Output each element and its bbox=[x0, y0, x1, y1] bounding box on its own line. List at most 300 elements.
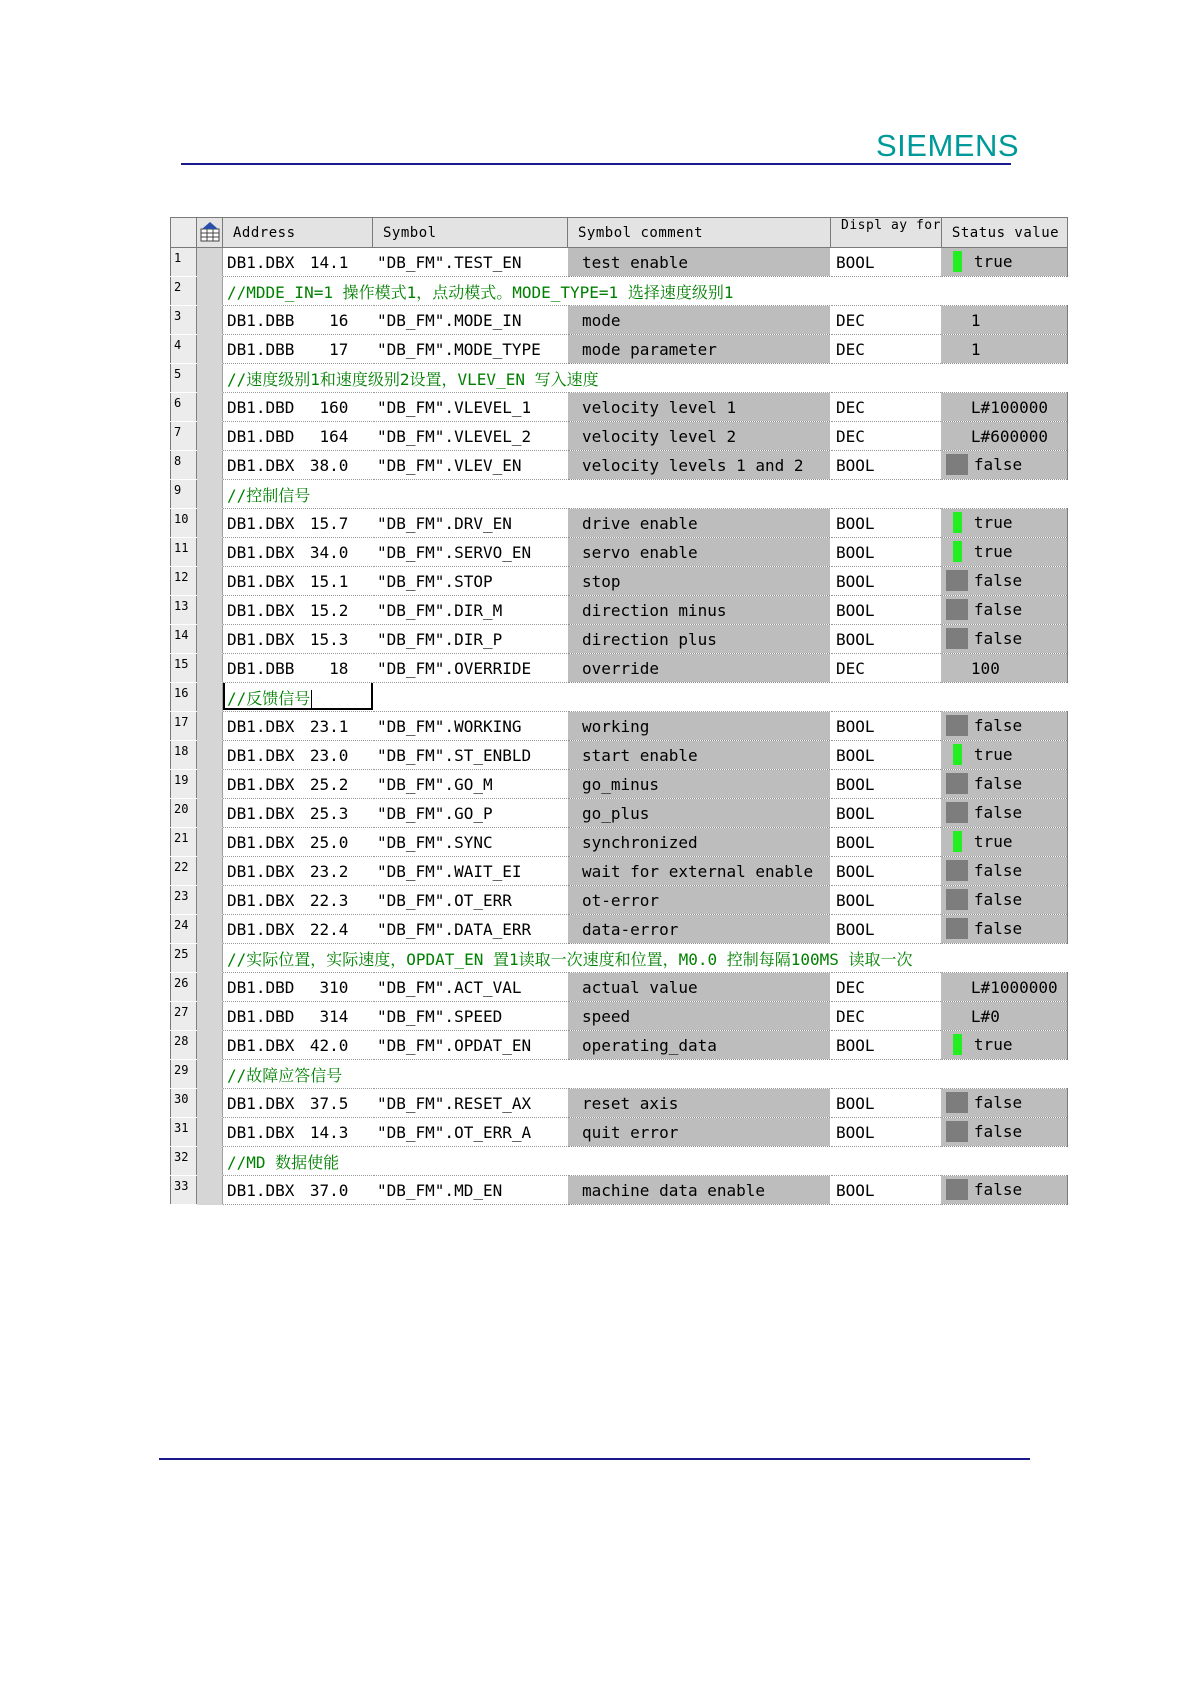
row-marker bbox=[197, 451, 223, 480]
status-value-cell bbox=[941, 1002, 1067, 1031]
status-off-icon bbox=[946, 1121, 968, 1142]
address-area: DB1.DBX bbox=[227, 600, 295, 620]
comment-cell[interactable] bbox=[223, 1147, 1068, 1176]
comment-cell[interactable] bbox=[223, 1060, 1068, 1089]
display-format-cell[interactable]: BOOL bbox=[831, 1031, 942, 1060]
row-number[interactable]: 6 bbox=[171, 393, 197, 422]
symbol-cell[interactable]: "DB_FM".OVERRIDE bbox=[373, 654, 568, 683]
address-area: DB1.DBX bbox=[227, 1122, 295, 1142]
symbol-cell[interactable]: "DB_FM".WAIT_EI bbox=[373, 857, 568, 886]
table-row[interactable] bbox=[171, 625, 1068, 654]
comment-row[interactable] bbox=[171, 1147, 1068, 1176]
row-number-header bbox=[171, 218, 197, 248]
symbol-comment-cell: servo enable bbox=[568, 538, 831, 567]
status-value-cell bbox=[941, 1089, 1067, 1118]
row-number[interactable]: 16 bbox=[171, 683, 197, 712]
address-cell[interactable] bbox=[223, 335, 373, 364]
symbol-cell[interactable]: "DB_FM".SPEED bbox=[373, 1002, 568, 1031]
comment-text: //控制信号 bbox=[227, 485, 311, 505]
table-row[interactable] bbox=[171, 422, 1068, 451]
address-cell[interactable] bbox=[223, 857, 373, 886]
status-value-cell bbox=[941, 1118, 1067, 1147]
row-marker bbox=[197, 799, 223, 828]
table-row[interactable] bbox=[171, 857, 1068, 886]
row-marker bbox=[197, 944, 223, 973]
address-area: DB1.DBX bbox=[227, 513, 295, 533]
row-number[interactable]: 5 bbox=[171, 364, 197, 393]
symbol-comment-cell: speed bbox=[568, 1002, 831, 1031]
address-cell[interactable] bbox=[223, 1002, 373, 1031]
table-row[interactable] bbox=[171, 1031, 1068, 1060]
address-cell[interactable] bbox=[223, 1089, 373, 1118]
status-value-cell bbox=[941, 828, 1067, 857]
table-row[interactable] bbox=[171, 770, 1068, 799]
row-number[interactable]: 21 bbox=[171, 828, 197, 857]
status-value-cell bbox=[941, 625, 1067, 654]
symbol-comment-cell: test enable bbox=[568, 248, 831, 277]
symbol-comment-cell: machine data enable bbox=[568, 1176, 831, 1205]
address-area: DB1.DBX bbox=[227, 919, 295, 939]
row-number[interactable]: 1 bbox=[171, 248, 197, 277]
row-number[interactable]: 33 bbox=[171, 1176, 197, 1205]
status-value-text: false bbox=[973, 599, 1023, 619]
row-marker bbox=[197, 306, 223, 335]
table-row[interactable] bbox=[171, 973, 1068, 1002]
display-format-cell[interactable]: BOOL bbox=[831, 1176, 942, 1205]
display-format-cell[interactable]: BOOL bbox=[831, 625, 942, 654]
row-number[interactable]: 14 bbox=[171, 625, 197, 654]
table-row[interactable] bbox=[171, 915, 1068, 944]
comment-row[interactable] bbox=[171, 364, 1068, 393]
comment-text: //速度级别1和速度级别2设置，VLEV_EN 写入速度 bbox=[227, 369, 599, 389]
status-value-text: true bbox=[973, 251, 1013, 271]
symbol-cell[interactable]: "DB_FM".SYNC bbox=[373, 828, 568, 857]
status-off-icon bbox=[946, 628, 968, 649]
address-number: 15.1 bbox=[309, 571, 349, 591]
status-value-cell bbox=[941, 770, 1067, 799]
status-value-cell bbox=[941, 596, 1067, 625]
status-value-cell bbox=[941, 1031, 1067, 1060]
symbol-comment-cell: stop bbox=[568, 567, 831, 596]
status-on-icon bbox=[946, 251, 968, 272]
row-number[interactable]: 23 bbox=[171, 886, 197, 915]
row-number[interactable]: 30 bbox=[171, 1089, 197, 1118]
address-number: 23.2 bbox=[309, 861, 349, 881]
status-value-text: false bbox=[973, 715, 1023, 735]
row-number[interactable]: 31 bbox=[171, 1118, 197, 1147]
comment-cell[interactable] bbox=[223, 944, 1068, 973]
address-number: 16 bbox=[329, 310, 349, 330]
symbol-comment-cell: start enable bbox=[568, 741, 831, 770]
address-cell[interactable] bbox=[223, 248, 373, 277]
symbol-comment-cell: override bbox=[568, 654, 831, 683]
comment-cell[interactable] bbox=[223, 683, 1068, 712]
symbol-comment-cell: mode parameter bbox=[568, 335, 831, 364]
status-value-text: false bbox=[973, 889, 1023, 909]
row-marker bbox=[197, 277, 223, 306]
footer-rule bbox=[159, 1458, 1030, 1460]
symbol-cell[interactable]: "DB_FM".VLEV_EN bbox=[373, 451, 568, 480]
row-marker bbox=[197, 1031, 223, 1060]
symbol-cell[interactable]: "DB_FM".STOP bbox=[373, 567, 568, 596]
address-number: 14.3 bbox=[309, 1122, 349, 1142]
address-cell[interactable] bbox=[223, 306, 373, 335]
status-value-cell bbox=[941, 654, 1067, 683]
status-value-text: L#1000000 bbox=[970, 977, 1058, 997]
address-number: 314 bbox=[319, 1006, 349, 1026]
column-header-address[interactable]: Address bbox=[223, 218, 373, 248]
status-value-text: false bbox=[973, 918, 1023, 938]
address-number: 15.7 bbox=[309, 513, 349, 533]
row-number[interactable]: 15 bbox=[171, 654, 197, 683]
row-marker bbox=[197, 1118, 223, 1147]
table-row[interactable] bbox=[171, 886, 1068, 915]
status-value-cell bbox=[941, 509, 1067, 538]
symbol-cell[interactable]: "DB_FM".VLEVEL_2 bbox=[373, 422, 568, 451]
address-number: 25.3 bbox=[309, 803, 349, 823]
address-area: DB1.DBB bbox=[227, 658, 295, 678]
address-area: DB1.DBX bbox=[227, 571, 295, 591]
comment-row[interactable] bbox=[171, 480, 1068, 509]
status-off-icon bbox=[946, 715, 968, 736]
address-area: DB1.DBD bbox=[227, 397, 295, 417]
address-number: 23.0 bbox=[309, 745, 349, 765]
address-number: 42.0 bbox=[309, 1035, 349, 1055]
display-format-cell[interactable]: DEC bbox=[831, 335, 942, 364]
symbol-cell[interactable]: "DB_FM".DIR_M bbox=[373, 596, 568, 625]
status-value-text: true bbox=[973, 512, 1013, 532]
display-format-cell[interactable]: BOOL bbox=[831, 770, 942, 799]
row-marker bbox=[197, 915, 223, 944]
table-row[interactable] bbox=[171, 596, 1068, 625]
symbol-comment-cell: working bbox=[568, 712, 831, 741]
address-cell[interactable] bbox=[223, 828, 373, 857]
comment-cell[interactable] bbox=[223, 277, 1068, 306]
row-marker bbox=[197, 973, 223, 1002]
address-cell[interactable] bbox=[223, 422, 373, 451]
row-marker bbox=[197, 770, 223, 799]
row-marker bbox=[197, 1147, 223, 1176]
address-cell[interactable] bbox=[223, 538, 373, 567]
table-row[interactable] bbox=[171, 741, 1068, 770]
table-row[interactable] bbox=[171, 306, 1068, 335]
status-value-text: false bbox=[973, 1092, 1023, 1112]
status-on-icon bbox=[946, 744, 968, 765]
comment-text: //MD 数据使能 bbox=[227, 1152, 340, 1172]
status-off-icon bbox=[946, 889, 968, 910]
comment-row[interactable] bbox=[171, 944, 1068, 973]
address-number: 15.3 bbox=[309, 629, 349, 649]
row-number[interactable]: 8 bbox=[171, 451, 197, 480]
status-value-text: false bbox=[973, 860, 1023, 880]
row-marker bbox=[197, 1060, 223, 1089]
row-number[interactable]: 28 bbox=[171, 1031, 197, 1060]
status-off-icon bbox=[946, 860, 968, 881]
display-format-cell[interactable]: DEC bbox=[831, 393, 942, 422]
row-number[interactable]: 13 bbox=[171, 596, 197, 625]
status-value-text: false bbox=[973, 773, 1023, 793]
status-value-text: 1 bbox=[970, 310, 981, 330]
table-body bbox=[171, 248, 1068, 1205]
row-number[interactable]: 27 bbox=[171, 1002, 197, 1031]
status-value-cell bbox=[941, 248, 1067, 277]
column-header-symbol[interactable]: Symbol bbox=[373, 218, 568, 248]
address-cell[interactable] bbox=[223, 886, 373, 915]
address-number: 34.0 bbox=[309, 542, 349, 562]
address-number: 37.5 bbox=[309, 1093, 349, 1113]
row-number[interactable]: 26 bbox=[171, 973, 197, 1002]
status-value-text: true bbox=[973, 831, 1013, 851]
symbol-cell[interactable]: "DB_FM".ST_ENBLD bbox=[373, 741, 568, 770]
row-marker bbox=[197, 538, 223, 567]
symbol-cell[interactable]: "DB_FM".OT_ERR_A bbox=[373, 1118, 568, 1147]
display-format-cell[interactable]: BOOL bbox=[831, 799, 942, 828]
status-value-text: false bbox=[973, 802, 1023, 822]
display-format-cell[interactable]: BOOL bbox=[831, 596, 942, 625]
status-value-cell bbox=[941, 973, 1067, 1002]
row-number[interactable]: 3 bbox=[171, 306, 197, 335]
symbol-cell[interactable]: "DB_FM".OPDAT_EN bbox=[373, 1031, 568, 1060]
address-cell[interactable] bbox=[223, 712, 373, 741]
table-row[interactable] bbox=[171, 393, 1068, 422]
address-number: 38.0 bbox=[309, 455, 349, 475]
table-header-row bbox=[171, 218, 1068, 248]
table-row[interactable] bbox=[171, 1176, 1068, 1205]
row-number[interactable]: 24 bbox=[171, 915, 197, 944]
symbol-cell[interactable]: "DB_FM".RESET_AX bbox=[373, 1089, 568, 1118]
address-cell[interactable] bbox=[223, 509, 373, 538]
symbol-cell[interactable]: "DB_FM".OT_ERR bbox=[373, 886, 568, 915]
display-format-cell[interactable]: BOOL bbox=[831, 828, 942, 857]
address-cell[interactable] bbox=[223, 596, 373, 625]
address-area: DB1.DBD bbox=[227, 426, 295, 446]
symbol-cell[interactable]: "DB_FM".DIR_P bbox=[373, 625, 568, 654]
address-cell[interactable] bbox=[223, 741, 373, 770]
address-area: DB1.DBX bbox=[227, 861, 295, 881]
table-row[interactable] bbox=[171, 335, 1068, 364]
status-value-text: false bbox=[973, 1179, 1023, 1199]
row-number[interactable]: 18 bbox=[171, 741, 197, 770]
status-value-cell bbox=[941, 741, 1067, 770]
symbol-cell[interactable]: "DB_FM".DRV_EN bbox=[373, 509, 568, 538]
address-cell[interactable] bbox=[223, 1176, 373, 1205]
display-format-cell[interactable]: DEC bbox=[831, 422, 942, 451]
address-area: DB1.DBD bbox=[227, 1006, 295, 1026]
symbol-comment-cell: go_plus bbox=[568, 799, 831, 828]
table-row[interactable] bbox=[171, 828, 1068, 857]
address-area: DB1.DBX bbox=[227, 629, 295, 649]
header-rule bbox=[181, 163, 1011, 165]
address-number: 310 bbox=[319, 977, 349, 997]
status-off-icon bbox=[946, 599, 968, 620]
address-cell[interactable] bbox=[223, 393, 373, 422]
table-row[interactable] bbox=[171, 1002, 1068, 1031]
row-number[interactable]: 12 bbox=[171, 567, 197, 596]
comment-cell[interactable] bbox=[223, 480, 1068, 509]
display-format-cell[interactable]: DEC bbox=[831, 654, 942, 683]
row-number[interactable]: 32 bbox=[171, 1147, 197, 1176]
status-off-icon bbox=[946, 773, 968, 794]
comment-cell[interactable] bbox=[223, 364, 1068, 393]
status-value-text: false bbox=[973, 454, 1023, 474]
symbol-cell[interactable]: "DB_FM".WORKING bbox=[373, 712, 568, 741]
symbol-comment-cell: velocity levels 1 and 2 bbox=[568, 451, 831, 480]
display-format-cell[interactable]: BOOL bbox=[831, 741, 942, 770]
column-header-status-value[interactable]: Status value bbox=[941, 218, 1067, 248]
address-number: 15.2 bbox=[309, 600, 349, 620]
address-cell[interactable] bbox=[223, 1031, 373, 1060]
address-number: 14.1 bbox=[309, 252, 349, 272]
row-number[interactable]: 17 bbox=[171, 712, 197, 741]
row-marker bbox=[197, 886, 223, 915]
status-off-icon bbox=[946, 1179, 968, 1200]
status-value-cell bbox=[941, 915, 1067, 944]
row-number[interactable]: 29 bbox=[171, 1060, 197, 1089]
status-off-icon bbox=[946, 802, 968, 823]
address-area: DB1.DBX bbox=[227, 1035, 295, 1055]
address-cell[interactable] bbox=[223, 567, 373, 596]
symbol-cell[interactable]: "DB_FM".VLEVEL_1 bbox=[373, 393, 568, 422]
display-format-cell[interactable]: BOOL bbox=[831, 857, 942, 886]
table-row[interactable] bbox=[171, 248, 1068, 277]
address-area: DB1.DBX bbox=[227, 542, 295, 562]
status-value-cell bbox=[941, 306, 1067, 335]
display-format-cell[interactable]: BOOL bbox=[831, 538, 942, 567]
display-format-cell[interactable]: BOOL bbox=[831, 509, 942, 538]
symbol-cell[interactable]: "DB_FM".MODE_TYPE bbox=[373, 335, 568, 364]
display-format-cell[interactable]: DEC bbox=[831, 306, 942, 335]
comment-row[interactable] bbox=[171, 277, 1068, 306]
status-value-text: true bbox=[973, 541, 1013, 561]
address-cell[interactable] bbox=[223, 915, 373, 944]
address-cell[interactable] bbox=[223, 451, 373, 480]
status-on-icon bbox=[946, 512, 968, 533]
address-area: DB1.DBX bbox=[227, 455, 295, 475]
table-row[interactable] bbox=[171, 1089, 1068, 1118]
address-area: DB1.DBX bbox=[227, 803, 295, 823]
status-value-cell bbox=[941, 857, 1067, 886]
display-format-cell[interactable]: BOOL bbox=[831, 1089, 942, 1118]
status-value-text: 1 bbox=[970, 339, 981, 359]
display-format-cell[interactable]: BOOL bbox=[831, 451, 942, 480]
status-off-icon bbox=[946, 570, 968, 591]
display-format-cell[interactable]: DEC bbox=[831, 973, 942, 1002]
comment-row[interactable] bbox=[171, 683, 1068, 712]
symbol-comment-cell: reset axis bbox=[568, 1089, 831, 1118]
table-row[interactable] bbox=[171, 538, 1068, 567]
comment-text: //实际位置，实际速度，OPDAT_EN 置1读取一次速度和位置，M0.0 控制每隔100MS 读取一次 bbox=[227, 949, 913, 969]
row-number[interactable]: 20 bbox=[171, 799, 197, 828]
status-value-text: true bbox=[973, 1034, 1013, 1054]
symbol-comment-cell: velocity level 1 bbox=[568, 393, 831, 422]
table-row[interactable] bbox=[171, 451, 1068, 480]
address-area: DB1.DBX bbox=[227, 832, 295, 852]
address-number: 23.1 bbox=[309, 716, 349, 736]
address-cell[interactable] bbox=[223, 654, 373, 683]
symbol-cell[interactable]: "DB_FM".MODE_IN bbox=[373, 306, 568, 335]
symbol-comment-cell: wait for external enable bbox=[568, 857, 831, 886]
column-header-symbol-comment[interactable]: Symbol comment bbox=[568, 218, 831, 248]
status-value-cell bbox=[941, 538, 1067, 567]
symbol-cell[interactable]: "DB_FM".GO_M bbox=[373, 770, 568, 799]
display-format-cell[interactable]: BOOL bbox=[831, 1118, 942, 1147]
row-number[interactable]: 25 bbox=[171, 944, 197, 973]
row-number[interactable]: 9 bbox=[171, 480, 197, 509]
symbol-cell[interactable]: "DB_FM".GO_P bbox=[373, 799, 568, 828]
status-value-text: false bbox=[973, 570, 1023, 590]
symbol-comment-cell: mode bbox=[568, 306, 831, 335]
address-cell[interactable] bbox=[223, 625, 373, 654]
table-row[interactable] bbox=[171, 509, 1068, 538]
table-row[interactable] bbox=[171, 1118, 1068, 1147]
status-off-icon bbox=[946, 454, 968, 475]
symbol-cell[interactable]: "DB_FM".SERVO_EN bbox=[373, 538, 568, 567]
status-value-cell bbox=[941, 1176, 1067, 1205]
table-view-icon[interactable] bbox=[197, 218, 223, 248]
row-marker bbox=[197, 393, 223, 422]
row-marker bbox=[197, 596, 223, 625]
row-number[interactable]: 10 bbox=[171, 509, 197, 538]
address-area: DB1.DBX bbox=[227, 774, 295, 794]
row-number[interactable]: 4 bbox=[171, 335, 197, 364]
symbol-cell[interactable]: "DB_FM".DATA_ERR bbox=[373, 915, 568, 944]
display-format-cell[interactable]: BOOL bbox=[831, 915, 942, 944]
address-area: DB1.DBX bbox=[227, 1180, 295, 1200]
address-number: 160 bbox=[319, 397, 349, 417]
status-off-icon bbox=[946, 1092, 968, 1113]
comment-row[interactable] bbox=[171, 1060, 1068, 1089]
display-format-cell[interactable]: BOOL bbox=[831, 886, 942, 915]
display-format-cell[interactable]: BOOL bbox=[831, 567, 942, 596]
row-marker bbox=[197, 1176, 223, 1205]
table-row[interactable] bbox=[171, 799, 1068, 828]
table-row[interactable] bbox=[171, 712, 1068, 741]
address-area: DB1.DBB bbox=[227, 310, 295, 330]
column-header-display-format[interactable]: Displ ay for bbox=[831, 218, 942, 248]
status-value-text: false bbox=[973, 1121, 1023, 1141]
row-number[interactable]: 11 bbox=[171, 538, 197, 567]
symbol-cell[interactable]: "DB_FM".MD_EN bbox=[373, 1176, 568, 1205]
address-cell[interactable] bbox=[223, 973, 373, 1002]
symbol-cell[interactable]: "DB_FM".ACT_VAL bbox=[373, 973, 568, 1002]
row-marker bbox=[197, 509, 223, 538]
row-marker bbox=[197, 857, 223, 886]
row-number[interactable]: 22 bbox=[171, 857, 197, 886]
table-row[interactable] bbox=[171, 654, 1068, 683]
variable-table bbox=[170, 217, 1068, 1205]
row-number[interactable]: 7 bbox=[171, 422, 197, 451]
address-area: DB1.DBX bbox=[227, 1093, 295, 1113]
row-marker bbox=[197, 248, 223, 277]
symbol-cell[interactable]: "DB_FM".TEST_EN bbox=[373, 248, 568, 277]
status-on-icon bbox=[946, 1034, 968, 1055]
address-number: 164 bbox=[319, 426, 349, 446]
status-value-text: L#600000 bbox=[970, 426, 1048, 446]
address-cell[interactable] bbox=[223, 799, 373, 828]
display-format-cell[interactable]: BOOL bbox=[831, 712, 942, 741]
table-row[interactable] bbox=[171, 567, 1068, 596]
address-cell[interactable] bbox=[223, 1118, 373, 1147]
symbol-comment-cell: ot-error bbox=[568, 886, 831, 915]
row-number[interactable]: 19 bbox=[171, 770, 197, 799]
symbol-comment-cell: actual value bbox=[568, 973, 831, 1002]
address-cell[interactable] bbox=[223, 770, 373, 799]
row-number[interactable]: 2 bbox=[171, 277, 197, 306]
display-format-cell[interactable]: DEC bbox=[831, 1002, 942, 1031]
display-format-cell[interactable]: BOOL bbox=[831, 248, 942, 277]
status-value-cell bbox=[941, 422, 1067, 451]
row-marker bbox=[197, 828, 223, 857]
